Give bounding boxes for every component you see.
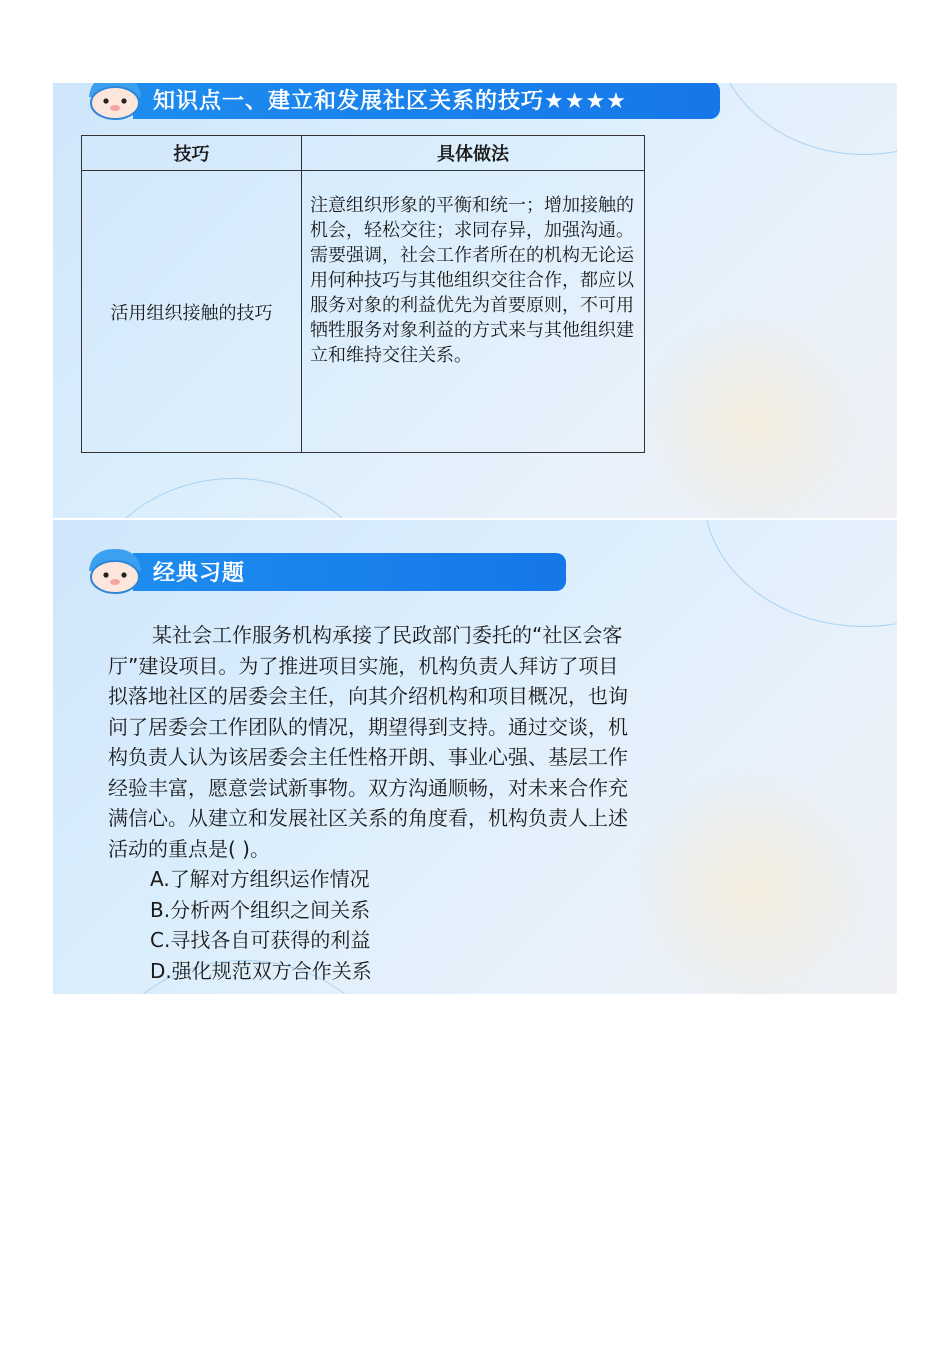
decorative-glow <box>633 770 873 994</box>
skill-table <box>81 135 645 453</box>
decorative-glow <box>643 313 863 518</box>
knowledge-slide <box>53 83 897 518</box>
table-row <box>82 171 645 453</box>
option-b[interactable]: B.分析两个组织之间关系 <box>150 897 371 922</box>
exercise-header-bar <box>133 553 566 591</box>
table-header-method: 具体做法 <box>302 136 645 171</box>
table-header-skill: 技巧 <box>82 136 302 171</box>
table-header-row <box>82 136 645 171</box>
decorative-ring <box>83 478 385 518</box>
knowledge-header-bar <box>133 83 720 119</box>
exercise-body <box>108 620 628 986</box>
decorative-ring <box>703 520 897 627</box>
question-text: 某社会工作服务机构承接了民政部门委托的“社区会客厅”建设项目。为了推进项目实施，机构负责人拜访了项目拟落地社区的居委会主任，向其介绍机构和项目概况，也询问了居委会工作团队的情况，期望得到支持。通过交谈，机构负责人认为该居委会主任性格开朗、事业心强、基层工作经验丰富，愿意尝试新事物。双方沟通顺畅，对未来合作充满信心。从建立和发展社区关系的角度看，机构负责人上述活动的重点是( )。 <box>108 623 628 861</box>
method-paragraph: 注意组织形象的平衡和统一；增加接触的机会，轻松交往；求同存异，加强沟通。 <box>310 195 634 241</box>
skill-cell: 活用组织接触的技巧 <box>82 171 302 453</box>
option-d[interactable]: D.强化规范双方合作关系 <box>150 958 372 983</box>
mascot-icon <box>83 545 147 595</box>
option-a[interactable]: A.了解对方组织运作情况 <box>150 867 370 891</box>
knowledge-title: 知识点一、建立和发展社区关系的技巧★★★★ <box>153 89 627 114</box>
mascot-icon <box>83 83 147 121</box>
method-cell <box>302 171 645 453</box>
option-c[interactable]: C.寻找各自可获得的利益 <box>150 928 371 952</box>
decorative-ring <box>713 83 897 155</box>
method-paragraph: 需要强调，社会工作者所在的机构无论运用何种技巧与其他组织交往合作，都应以服务对象的利益优先为首要原则，不可用牺牲服务对象利益的方式来与其他组织建立和维持交往关系。 <box>310 245 634 366</box>
exercise-slide <box>53 520 897 994</box>
exercise-title: 经典习题 <box>153 561 246 586</box>
